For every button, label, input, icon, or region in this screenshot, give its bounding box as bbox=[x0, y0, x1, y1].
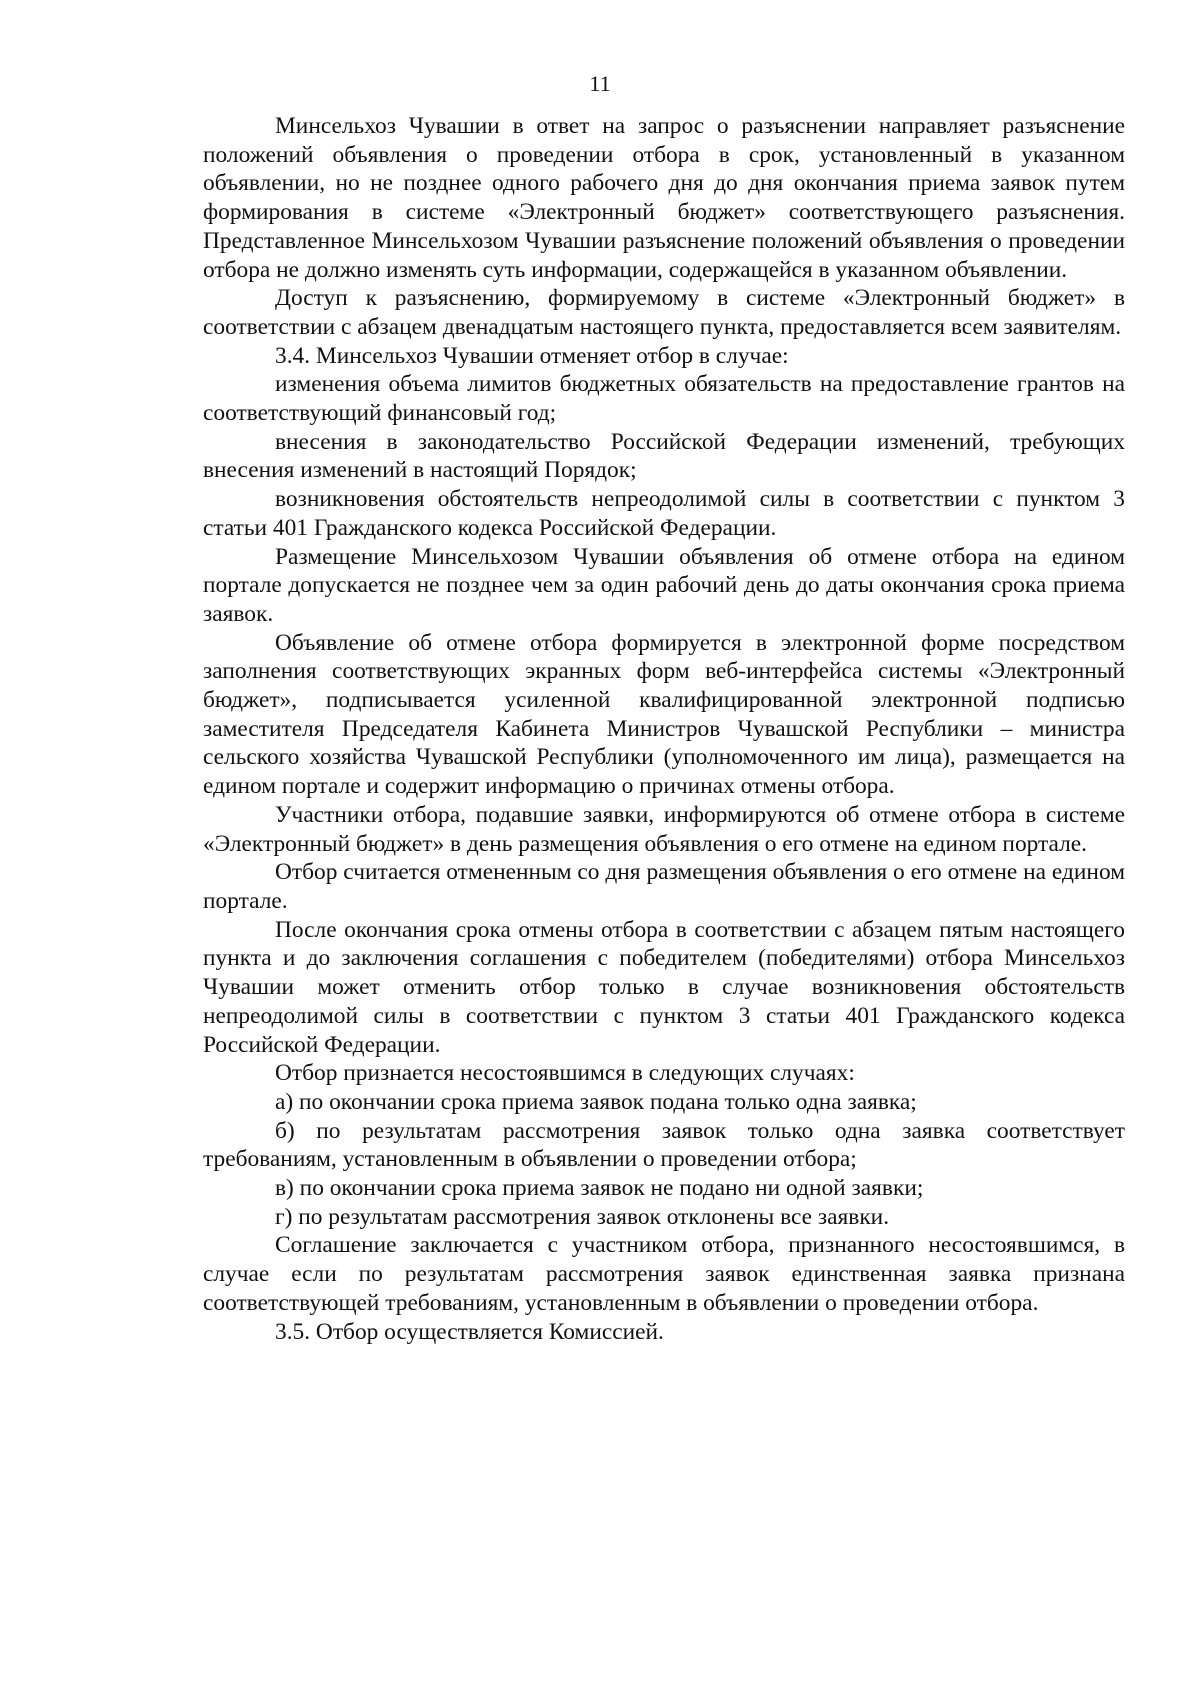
list-item-v: в) по окончании срока приема заявок не подано ни одной заявки; bbox=[275, 1175, 924, 1202]
paragraph-legislation: внесения в законодательство Российской Федерации изменений, требующих внесения изменений в настоящий Порядок; bbox=[203, 428, 1125, 484]
paragraph-failed: Отбор признается несостоявшимся в следующих случаях: bbox=[275, 1060, 855, 1087]
paragraph-3-4: 3.4. Минсельхоз Чувашии отменяет отбор в случае: bbox=[275, 342, 789, 369]
paragraph-placement: Размещение Минсельхозом Чувашии объявления об отмене отбора на едином портале допускается не позднее чем за один рабочий день до даты окончания срока приема заявок. bbox=[203, 543, 1125, 627]
paragraph-cancelled: Отбор считается отмененным со дня размещения объявления о его отмене на едином портале. bbox=[203, 859, 1125, 914]
paragraph-participants: Участники отбора, подавшие заявки, информируются об отмене отбора в системе «Электронный бюджет» в день размещения объявления о его отмене на едином портале. bbox=[203, 801, 1125, 857]
paragraph-cancellation-notice: Объявление об отмене отбора формируется в электронной форме посредством заполнения соответствующих экранных форм веб-интерфейса системы «Электронный бюджет», подписывается усиленной квалифицированной электронной подписью заместителя Председателя Кабинета Министров Чувашской Республики – министра сельского хозяйства Чувашской Республики (уполномоченного им лица), размещается на едином портале и содержит информацию о причинах отмены отбора. bbox=[203, 629, 1125, 800]
paragraph-after-deadline: После окончания срока отмены отбора в соответствии с абзацем пятым настоящего пункта и до заключения соглашения с победителем (победителями) отбора Минсельхоз Чувашии может отменить отбор только в случае возникновения обстоятельств непреодолимой силы в соответствии с пунктом 3 статьи 401 Гражданского кодекса Российской Федерации. bbox=[203, 916, 1125, 1058]
list-item-g: г) по результатам рассмотрения заявок отклонены все заявки. bbox=[275, 1203, 890, 1230]
paragraph-3-5: 3.5. Отбор осуществляется Комиссией. bbox=[275, 1318, 664, 1345]
paragraph-agreement: Соглашение заключается с участником отбора, признанного несостоявшимся, в случае если по результатам рассмотрения заявок единственная заявка признана соответствующей требованиям, установленным в объявлении о проведении отбора. bbox=[203, 1232, 1125, 1316]
document-body bbox=[203, 112, 1125, 1346]
list-item-a: а) по окончании срока приема заявок подана только одна заявка; bbox=[275, 1088, 917, 1115]
paragraph-limits: изменения объема лимитов бюджетных обязательств на предоставление грантов на соответствующий финансовый год; bbox=[203, 371, 1125, 427]
paragraph-access: Доступ к разъяснению, формируемому в системе «Электронный бюджет» в соответствии с абзацем двенадцатым настоящего пункта, предоставляется всем заявителям. bbox=[203, 285, 1125, 340]
paragraph-clarification: Минсельхоз Чувашии в ответ на запрос о разъяснении направляет разъяснение положений объявления о проведении отбора в срок, установленный в указанном объявлении, но не позднее одного рабочего дня до дня окончания приема заявок путем формирования в системе «Электронный бюджет» соответствующего разъяснения. Представленное Минсельхозом Чувашии разъяснение положений объявления о проведении отбора не должно изменять суть информации, содержащейся в указанном объявлении. bbox=[203, 113, 1125, 283]
page-number: 11 bbox=[589, 71, 611, 96]
paragraph-force-majeure: возникновения обстоятельств непреодолимой силы в соответствии с пунктом 3 статьи 401 Гражданского кодекса Российской Федерации. bbox=[203, 486, 1125, 541]
list-item-b: б) по результатам рассмотрения заявок только одна заявка соответствует требованиям, установленным в объявлении о проведении отбора; bbox=[203, 1117, 1125, 1173]
